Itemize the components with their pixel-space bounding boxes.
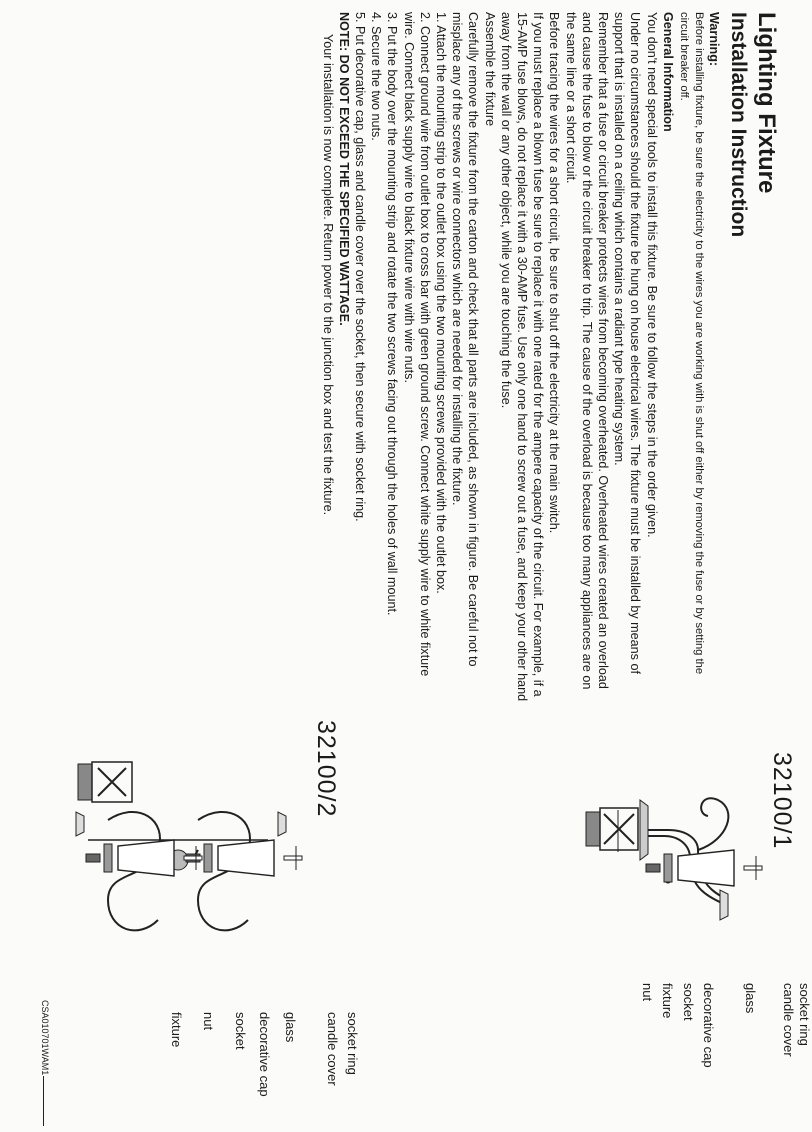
label-socket-1: socket (681, 983, 696, 1021)
document-code: CSA010701WAM1 (40, 1000, 50, 1076)
model-number-2: 32100/2 (312, 720, 340, 818)
candle-parts-drawing-1 (628, 840, 768, 900)
code-rule (43, 1076, 44, 1126)
general-p4: Before tracing the wires for a short circuit, be sure to shut off the electricity at the main switch. (547, 12, 562, 534)
warning-heading: Warning: (707, 12, 721, 67)
label-socket-ring-2: socket ring (345, 1012, 360, 1075)
assemble-intro: Carefully remove the fixture from the carton and check that all parts are included, as shown in figure. Be careful not to misplace any of the screws or wire connectors which are needed for installing the fixture. (450, 12, 481, 667)
warning-text: Before installing fixture, be sure the electricity to the wires you are working with is shut off either by removing the fuse or by setting the circuit breaker off. (677, 12, 705, 675)
model-number-1: 32100/1 (768, 752, 796, 850)
label-nut-2: nut (201, 1012, 216, 1031)
general-p1: You don't need special tools to install this fixture. Be sure to follow the steps in the order given. (644, 12, 659, 538)
label-glass-1: glass (743, 983, 758, 1014)
label-fixture-2: fixture (169, 1012, 184, 1048)
label-decorative-cap-1: decorative cap (701, 983, 716, 1068)
label-fixture-1: fixture (660, 983, 675, 1019)
label-candle-cover-1: candle cover (781, 983, 796, 1057)
general-p2: Under no circumstances should the fixture be hung on house electrical wires. The fixture must be installed by means of support that is installed on a ceiling which contains a radiant type heating system. (612, 12, 643, 674)
step-3: 3. Put the body over the mounting strip and rotate the two screws facing out through the holes of wall mount. (385, 12, 400, 616)
candle-parts-drawing-2b (68, 830, 208, 890)
step-5: 5. Put decorative cap, glass and candle cover over the socket, then secure with socket ring. (352, 12, 367, 522)
label-glass-2: glass (283, 1012, 298, 1043)
label-decorative-cap-2: decorative cap (257, 1012, 272, 1097)
instruction-text (319, 12, 780, 702)
step-1: 1. Attach the mounting strip to the outlet box using the two mounting screws provided with the outlet box. (433, 12, 448, 594)
label-nut-1: nut (640, 983, 655, 1002)
label-candle-cover-2: candle cover (325, 1012, 340, 1086)
wattage-note: NOTE: DO NOT EXCEED THE SPECIFIED WATTAGE. (336, 12, 351, 326)
step-2: 2. Connect ground wire from outlet box to cross bar with green ground screw. Connect white supply wire to white fixture wire. Connect black supply wire to black fixture wire with wire nuts. (401, 12, 432, 677)
assemble-heading: Assemble the fixture (482, 12, 497, 127)
general-p3: Remember that a fuse or circuit breaker protects wires from becoming overheated. Overheated wires created an overload and cause the fuse to blow or the circuit breaker to trip. The cause of the overload is because too many appliances are on the same line or a short circuit. (563, 12, 610, 690)
general-p5: If you must replace a blown fuse be sure to replace it with one rated for the ampere capacity of the circuit. For example, if a 15-AMP fuse blows, do not replace it with a 30-AMP fuse. Use only one hand to screw out a fuse, and keep your other hand away from the wall or any other object, while you are touching the fuse. (498, 12, 546, 702)
document-title: Lighting Fixture (753, 12, 780, 194)
label-socket-2: socket (233, 1012, 248, 1050)
document-subtitle: Installation Instruction (727, 12, 750, 238)
step-4: 4. Secure the two nuts. (369, 12, 384, 141)
final-text: Your installation is now complete. Return power to the junction box and test the fixture. (320, 34, 335, 516)
general-heading: General Information (660, 12, 675, 132)
label-socket-ring-1: socket ring (797, 983, 812, 1046)
